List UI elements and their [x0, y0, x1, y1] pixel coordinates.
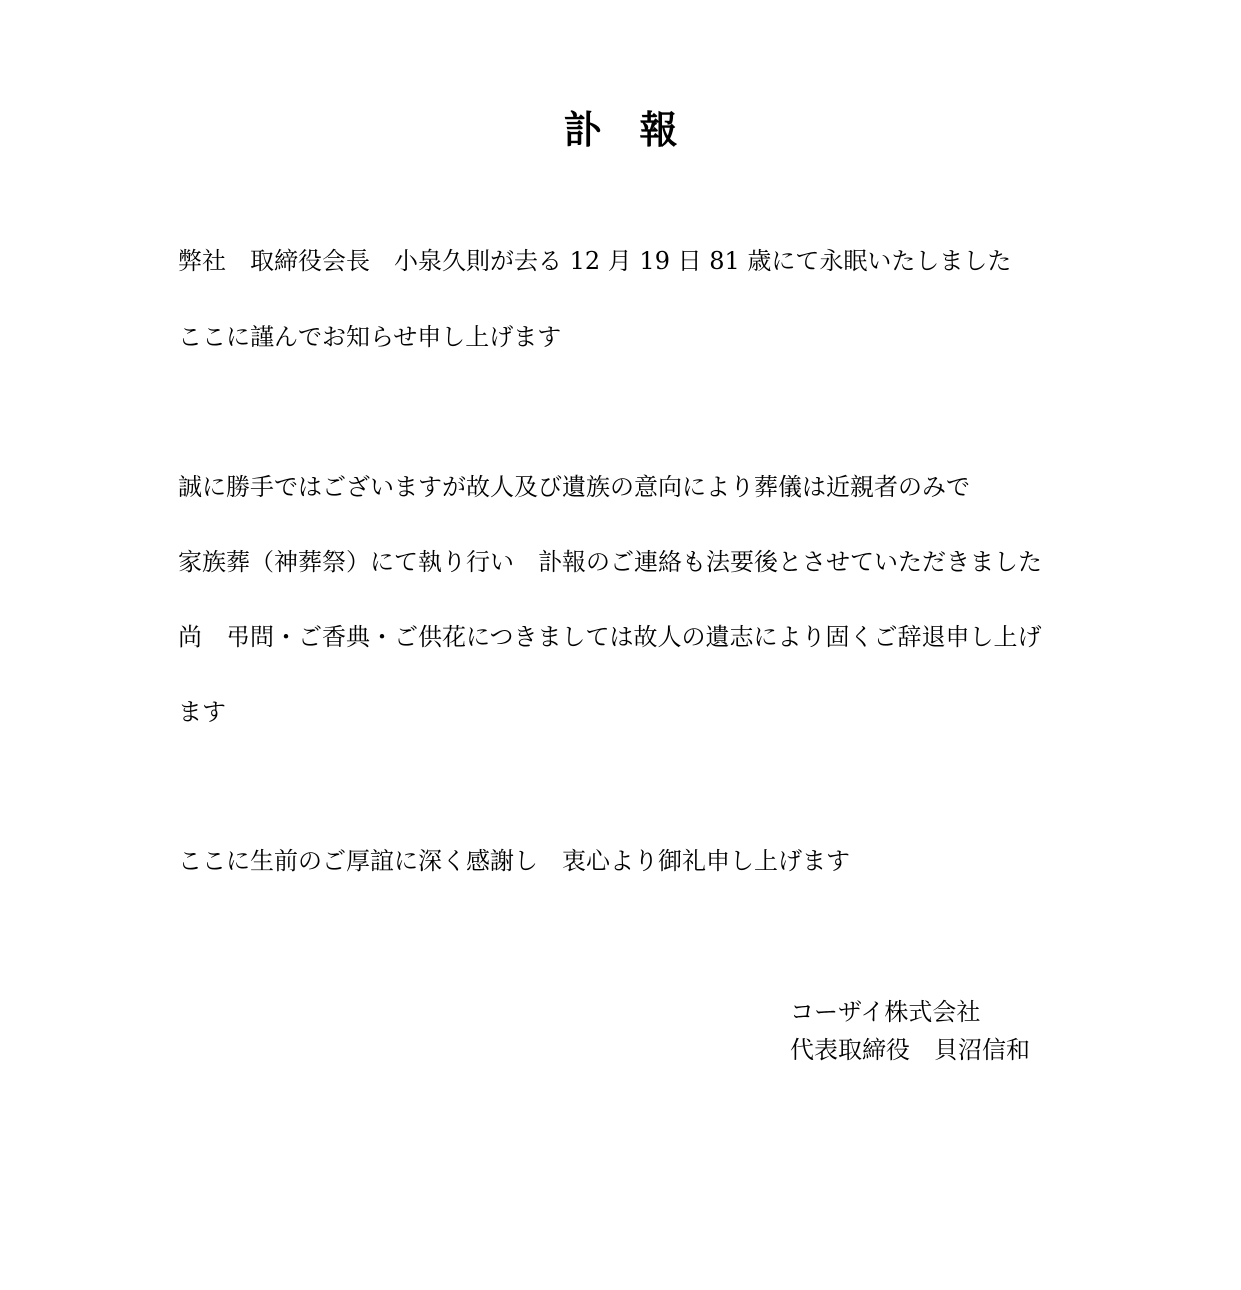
signature-company: コーザイ株式会社 — [790, 998, 981, 1026]
body-line-condolence-decline: 尚 弔問・ご香典・ご供花につきましては故人の遺志により固くご辞退申し上げ — [178, 623, 1042, 651]
document-title: 訃 報 — [563, 108, 678, 152]
body-line-gratitude: ここに生前のご厚誼に深く感謝し 衷心より御礼申し上げます — [178, 847, 850, 875]
body-line-funeral-intent: 誠に勝手ではございますが故人及び遺族の意向により葬儀は近親者のみで — [178, 473, 970, 501]
body-line-death-notice: 弊社 取締役会長 小泉久則が去る 12 月 19 日 81 歳にて永眠いたしました — [178, 247, 1012, 275]
body-line-condolence-decline-cont: ます — [178, 698, 226, 726]
body-line-family-funeral: 家族葬（神葬祭）にて執り行い 訃報のご連絡も法要後とさせていただきました — [178, 548, 1042, 576]
signature-representative: 代表取締役 貝沼信和 — [790, 1036, 1030, 1064]
body-line-announcement: ここに謹んでお知らせ申し上げます — [178, 323, 562, 351]
